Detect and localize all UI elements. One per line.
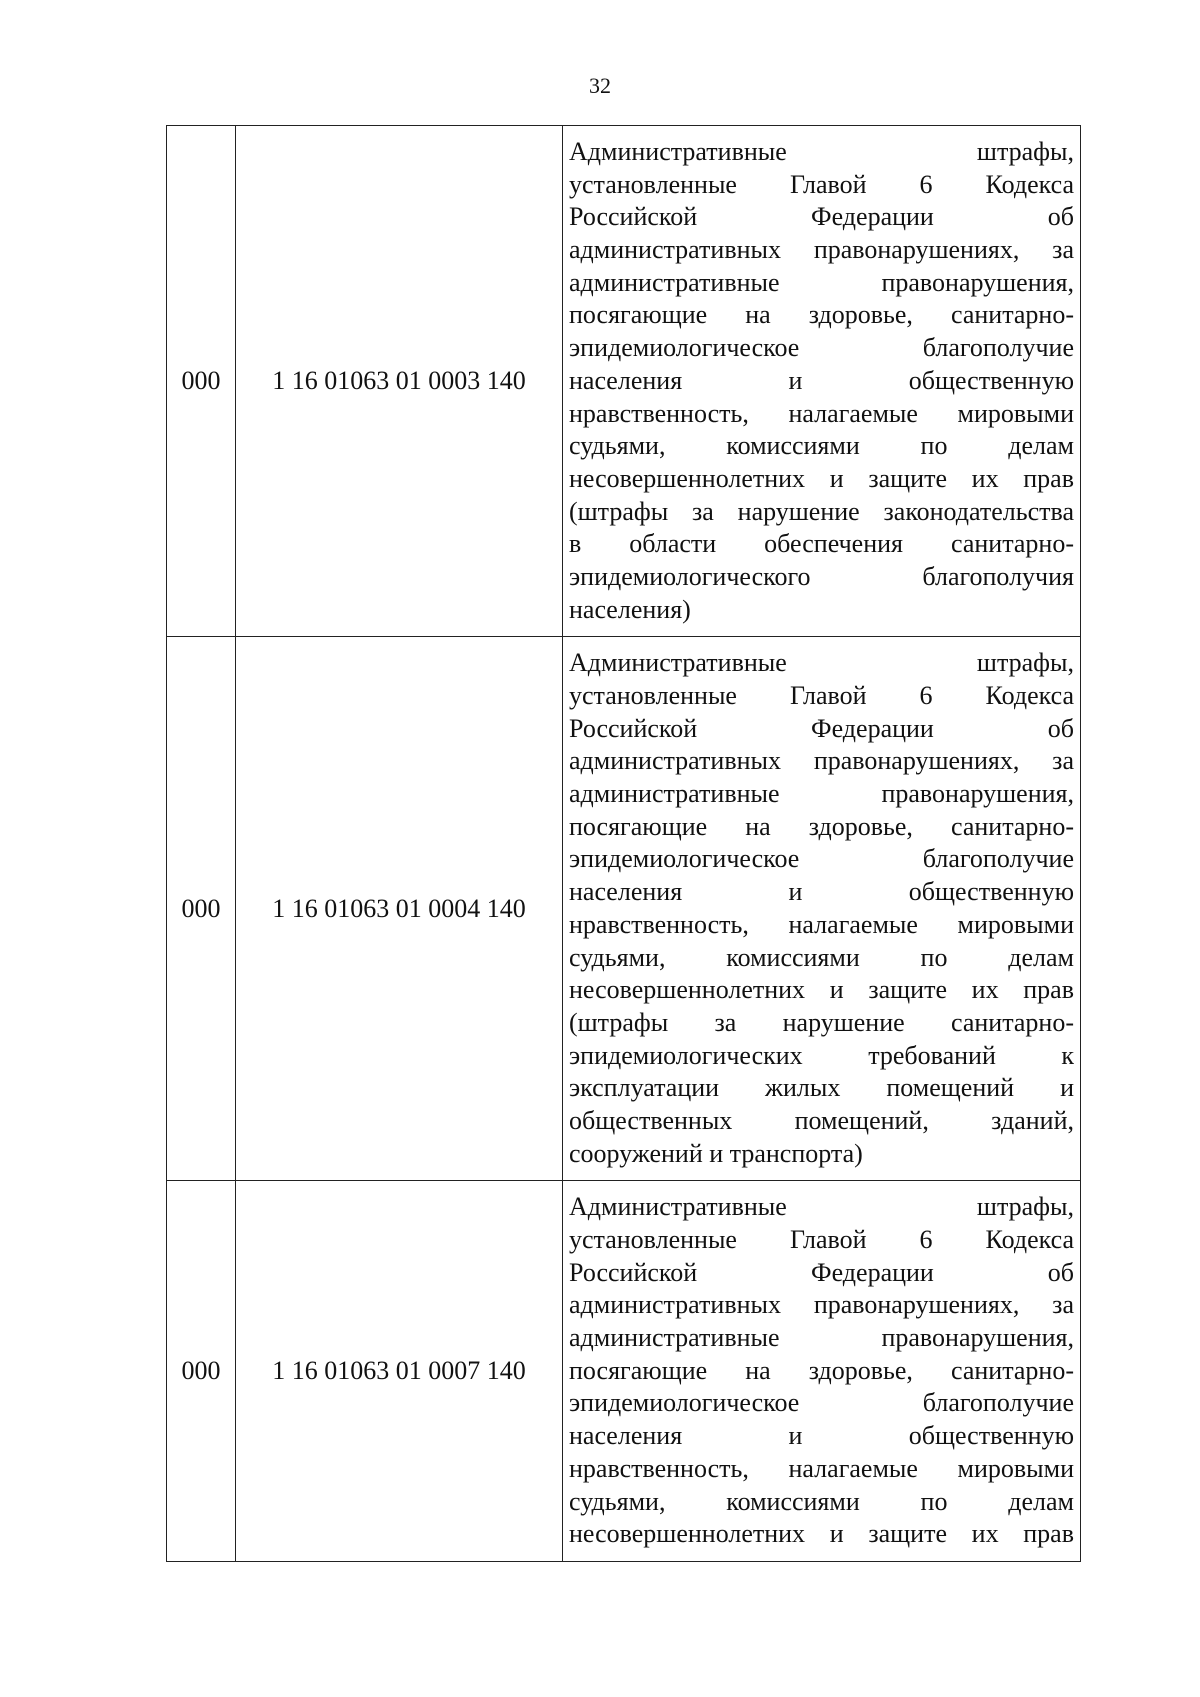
description-line: судьями, комиссиями по делам <box>569 1486 1074 1516</box>
description-line: судьями, комиссиями по делам <box>569 942 1074 972</box>
description-line: установленные Главой 6 Кодекса <box>569 1225 1074 1254</box>
table-row <box>167 1181 1081 1562</box>
description-line: Российской Федерации об <box>569 713 1074 743</box>
table-row <box>167 637 1081 1181</box>
description-line: эксплуатации жилых помещений и <box>569 1073 1074 1103</box>
page-number: 32 <box>589 73 611 98</box>
kbk-code-cell: 1 16 01063 01 0003 140 <box>236 126 563 637</box>
description-cell <box>563 637 1081 1181</box>
description-line: Российской Федерации об <box>569 1257 1074 1287</box>
description-line: Административные штрафы, <box>569 1192 1074 1222</box>
description-line: сооружений и транспорта) <box>569 1138 863 1168</box>
description-line: административные правонарушения, <box>569 267 1074 297</box>
description-line: несовершеннолетних и защите их прав <box>569 975 1074 1005</box>
description-line: населения и общественную <box>569 877 1074 907</box>
admin-code-cell: 000 <box>167 1181 236 1562</box>
description-line: общественных помещений, зданий, <box>569 1105 1074 1135</box>
table-body <box>167 126 1081 1562</box>
description-line: (штрафы за нарушение санитарно- <box>569 1007 1074 1037</box>
description-line: населения и общественную <box>569 1421 1074 1451</box>
budget-classification-table <box>166 125 1081 1562</box>
description-cell <box>563 1181 1081 1562</box>
admin-code-cell: 000 <box>167 126 236 637</box>
description-line: административных правонарушениях, за <box>569 235 1074 265</box>
description-line: Административные штрафы, <box>569 648 1074 678</box>
description-line: несовершеннолетних и защите их прав <box>569 463 1074 493</box>
description-line: нравственность, налагаемые мировыми <box>569 398 1074 428</box>
description-line: административные правонарушения, <box>569 779 1074 809</box>
admin-code-cell: 000 <box>167 637 236 1181</box>
description-line: (штрафы за нарушение законодательства <box>569 496 1074 526</box>
kbk-code-cell: 1 16 01063 01 0007 140 <box>236 1181 563 1562</box>
description-line: посягающие на здоровье, санитарно- <box>569 300 1074 330</box>
description-line: нравственность, налагаемые мировыми <box>569 1453 1074 1483</box>
description-line: установленные Главой 6 Кодекса <box>569 169 1074 199</box>
description-line: эпидемиологических требований к <box>569 1040 1074 1070</box>
description-line: эпидемиологическое благополучие <box>569 1388 1074 1418</box>
description-line: административные правонарушения, <box>569 1323 1074 1353</box>
description-line: эпидемиологического благополучия <box>569 561 1074 591</box>
description-line: эпидемиологическое благополучие <box>569 333 1074 363</box>
description-line: несовершеннолетних и защите их прав <box>569 1519 1074 1549</box>
description-line: эпидемиологическое благополучие <box>569 844 1074 874</box>
description-line: административных правонарушениях, за <box>569 746 1074 776</box>
description-line: судьями, комиссиями по делам <box>569 431 1074 461</box>
description-line: установленные Главой 6 Кодекса <box>569 681 1074 710</box>
description-line: административных правонарушениях, за <box>569 1290 1074 1320</box>
table-row <box>167 126 1081 637</box>
kbk-code-cell: 1 16 01063 01 0004 140 <box>236 637 563 1181</box>
description-line: посягающие на здоровье, санитарно- <box>569 1355 1074 1385</box>
description-line: Административные штрафы, <box>569 137 1074 166</box>
description-line: населения и общественную <box>569 365 1074 395</box>
description-line: населения) <box>569 594 691 624</box>
description-line: нравственность, налагаемые мировыми <box>569 909 1074 939</box>
description-line: Российской Федерации об <box>569 202 1074 232</box>
description-cell <box>563 126 1081 637</box>
description-line: в области обеспечения санитарно- <box>569 529 1074 559</box>
description-line: посягающие на здоровье, санитарно- <box>569 811 1074 841</box>
